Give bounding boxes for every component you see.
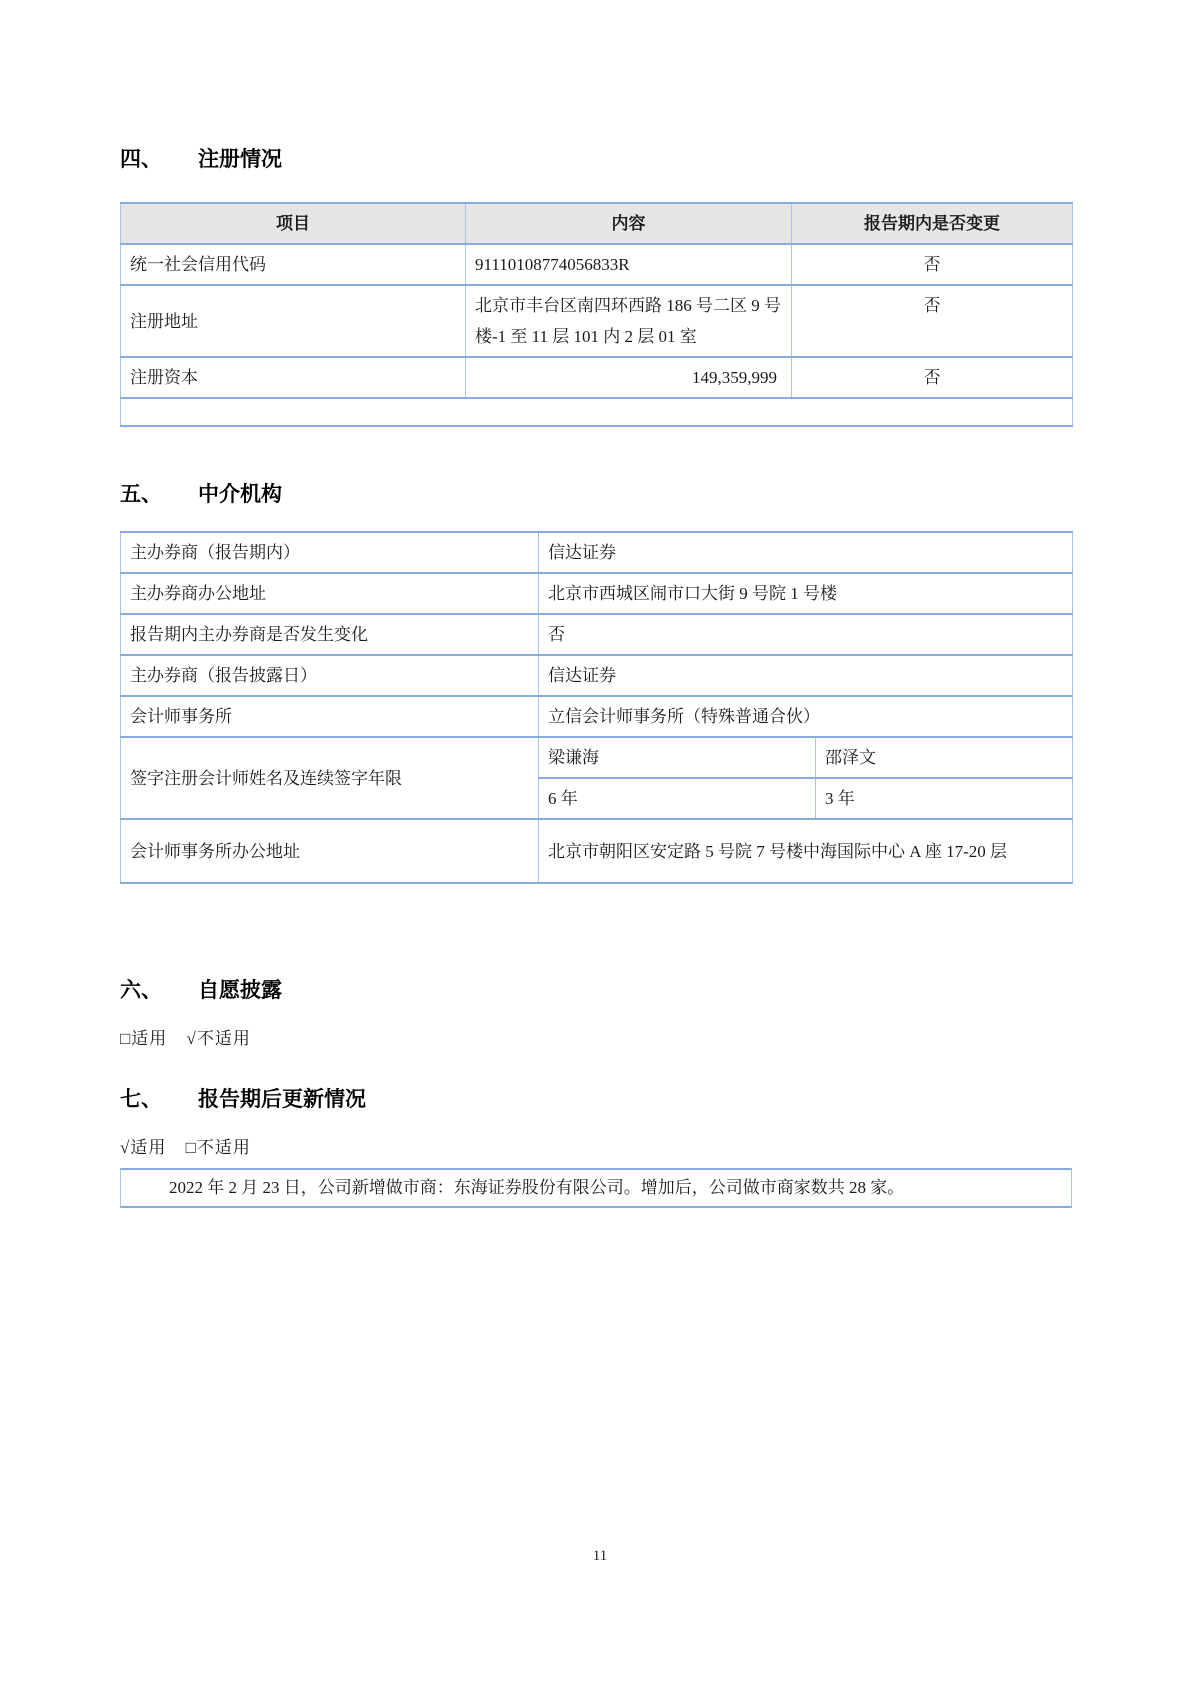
section-title: 自愿披露 [198,979,282,1002]
column-header-content: 内容 [466,203,792,244]
checkbox-not-applicable: □不适用 [185,1138,251,1157]
checkbox-applicable: □适用 [120,1029,168,1048]
registration-table [120,202,1073,427]
checkbox-not-applicable: √不适用 [186,1029,251,1048]
voluntary-applicability [120,1024,1080,1049]
row-label: 主办券商（报告披露日） [121,655,539,696]
post-period-note: 2022 年 2 月 23 日，公司新增做市商：东海证券股份有限公司。增加后，公司做市商家数共 28 家。 [120,1168,1072,1208]
row-label: 会计师事务所 [121,696,539,737]
section-number: 七、 [120,1088,162,1111]
row-item-value: 91110108774056833R [466,244,792,285]
row-item-value: 北京市丰台区南四环西路 186 号二区 9 号楼-1 至 11 层 101 内 2 层 01 室 [466,285,792,357]
row-value: 否 [539,614,1073,655]
table-row [121,532,1073,573]
accountant-name-2: 邵泽文 [816,737,1073,778]
section-number: 四、 [120,148,162,171]
table-row [121,285,1073,357]
table-row [121,573,1073,614]
section-number: 五、 [120,483,162,506]
empty-cell [121,398,1073,426]
row-value: 信达证券 [539,532,1073,573]
accountant-name-1: 梁谦海 [539,737,816,778]
intermediary-table [120,531,1073,884]
row-label: 主办券商（报告期内） [121,532,539,573]
row-value: 北京市西城区闹市口大街 9 号院 1 号楼 [539,573,1073,614]
section-title: 报告期后更新情况 [198,1088,366,1111]
row-item-label: 注册地址 [121,285,466,357]
table-row [121,614,1073,655]
row-item-label: 注册资本 [121,357,466,398]
table-row [121,655,1073,696]
row-value: 立信会计师事务所（特殊普通合伙） [539,696,1073,737]
row-value: 北京市朝阳区安定路 5 号院 7 号楼中海国际中心 A 座 17-20 层 [539,819,1073,883]
table-row-accountants [121,737,1073,778]
table-row-empty [121,398,1073,426]
post-period-applicability [120,1133,1080,1158]
table-row [121,819,1073,883]
accountant-years-1: 6 年 [539,778,816,819]
row-item-label: 统一社会信用代码 [121,244,466,285]
section-heading-post-period [120,1083,1080,1113]
accountant-years-2: 3 年 [816,778,1073,819]
page-number: 11 [592,1548,608,1564]
checkbox-applicable: √适用 [120,1138,167,1157]
row-item-changed: 否 [792,357,1073,398]
section-title: 注册情况 [198,148,282,171]
accountants-label: 签字注册会计师姓名及连续签字年限 [121,737,539,819]
section-heading-intermediary [120,478,1080,508]
row-item-changed: 否 [792,285,1073,357]
row-value: 信达证券 [539,655,1073,696]
table-header-row [121,203,1073,244]
row-label: 报告期内主办券商是否发生变化 [121,614,539,655]
row-item-changed: 否 [792,244,1073,285]
table-row [121,357,1073,398]
row-item-value: 149,359,999 [466,357,792,398]
row-label: 会计师事务所办公地址 [121,819,539,883]
table-row [121,696,1073,737]
section-title: 中介机构 [198,483,282,506]
section-heading-registration [120,143,1080,173]
row-label: 主办券商办公地址 [121,573,539,614]
column-header-item: 项目 [121,203,466,244]
section-heading-voluntary [120,974,1080,1004]
section-number: 六、 [120,979,162,1002]
table-row [121,244,1073,285]
column-header-changed: 报告期内是否变更 [792,203,1073,244]
